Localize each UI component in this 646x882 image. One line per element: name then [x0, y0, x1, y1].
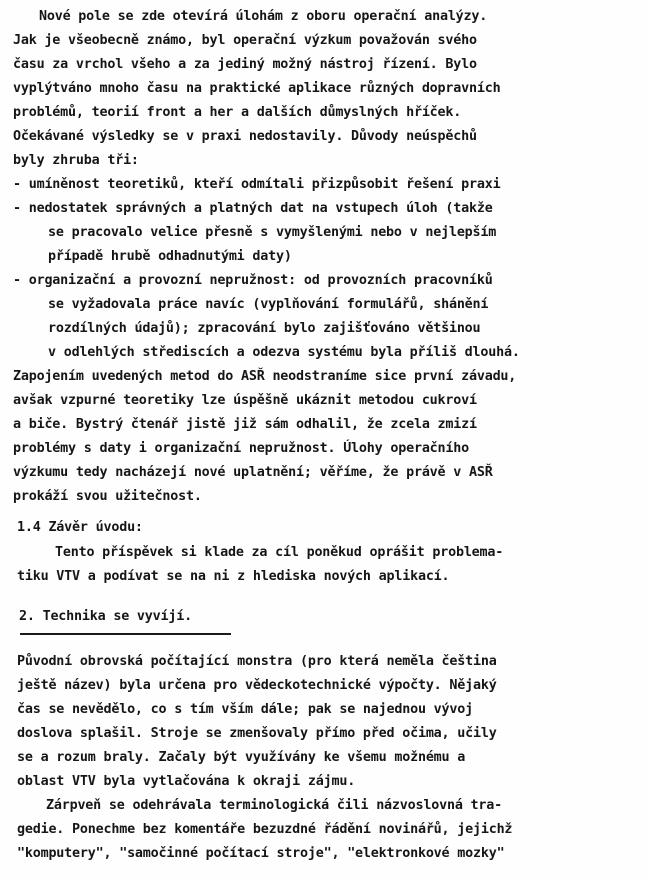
text-line: Zárpveň se odehrávala terminologická čili názvoslovná tra-: [46, 798, 502, 813]
text-line: Očekávané výsledky se v praxi nedostavily. Důvody neúspěchů: [13, 129, 477, 144]
text-line: Původní obrovská počítající monstra (pro která neměla čeština: [17, 654, 497, 669]
text-line: tiku VTV a podívat se na ni z hlediska nových aplikací.: [17, 569, 450, 584]
text-line: Nové pole se zde otevírá úlohám z oboru operační analýzy.: [39, 9, 488, 24]
text-line: "komputery", "samočinné počítací stroje", "elektronkové mozky": [17, 846, 505, 861]
text-line: byly zhruba tři:: [13, 153, 139, 168]
text-line: času za vrchol všeho a za jediný možný nástroj řízení. Bylo: [13, 57, 477, 72]
text-line: Jak je všeobecně známo, byl operační výzkum považován svého: [13, 33, 477, 48]
text-line: doslova splašil. Stroje se zmenšovaly přímo před očima, učily: [17, 726, 497, 741]
section-heading: 2. Technika se vyvíjí.: [19, 609, 192, 624]
list-item: - nedostatek správných a platných dat na vstupech úloh (takže: [13, 201, 493, 216]
text-line: se a rozum braly. Začaly být využívány ke všemu možnému a: [17, 750, 466, 765]
text-line: problémů, teorií front a her a dalších důmyslných hříček.: [13, 105, 462, 120]
text-line: čas se nevědělo, co s tím vším dále; pak se najednou vývoj: [17, 702, 473, 717]
text-line: avšak vzpurné teoretiky lze úspěšně ukáznit metodou cukroví: [13, 393, 477, 408]
text-line: se pracovalo velice přesně s vymyšlenými nebo v nejlepším: [48, 225, 497, 240]
text-line: problémy s daty i organizační nepružnost. Úlohy operačního: [13, 441, 469, 456]
text-line: ještě název) byla určena pro vědeckotechnické výpočty. Nějaký: [17, 678, 497, 693]
text-line: Tento příspěvek si klade za cíl poněkud oprášit problema-: [55, 545, 504, 560]
section-heading: 1.4 Závěr úvodu:: [17, 520, 143, 535]
text-line: v odlehlých střediscích a odezva systému byla příliš dlouhá.: [48, 345, 520, 360]
text-line: a biče. Bystrý čtenář jistě již sám odhalil, že zcela zmizí: [13, 417, 477, 432]
text-line: rozdílných údajů); zpracování bylo zajišťováno většinou: [48, 321, 481, 336]
list-item: - umíněnost teoretiků, kteří odmítali přizpůsobit řešení praxi: [13, 177, 501, 192]
text-line: výzkumu tedy nacházejí nové uplatnění; věříme, že právě v ASŘ: [13, 465, 493, 480]
text-line: Zapojením uvedených metod do ASŘ neodstraníme sice první závadu,: [13, 369, 517, 384]
text-line: oblast VTV byla vytlačována k okraji zájmu.: [17, 774, 356, 789]
text-line: prokáží svou užitečnost.: [13, 489, 202, 504]
list-item: - organizační a provozní nepružnost: od provozních pracovníků: [13, 273, 493, 288]
heading-underline: [20, 633, 231, 635]
text-line: případě hrubě odhadnutými daty): [48, 249, 292, 264]
text-line: se vyžadovala práce navíc (vyplňování formulářů, shánění: [48, 297, 489, 312]
text-line: vyplýtváno mnoho času na praktické aplikace různých dopravních: [13, 81, 501, 96]
text-line: gedie. Ponechme bez komentáře bezuzdné řádění novinářů, jejichž: [17, 822, 513, 837]
